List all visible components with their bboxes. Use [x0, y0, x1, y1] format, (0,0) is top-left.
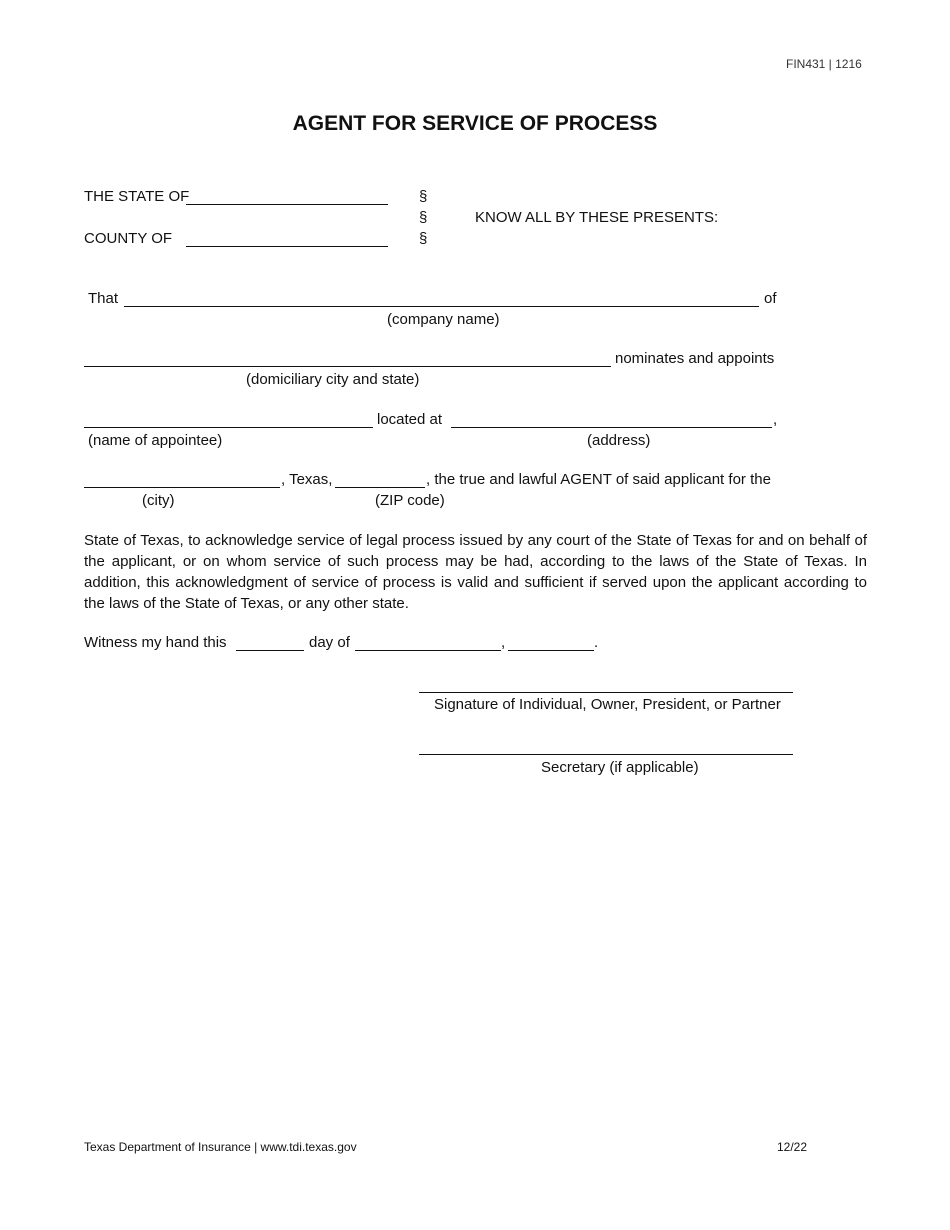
witness-period: .: [594, 634, 599, 651]
section-symbol: §: [419, 188, 428, 205]
footer-revision: 12/22: [777, 1140, 808, 1154]
signer-caption: Signature of Individual, Owner, President, or Partner: [434, 696, 781, 713]
address-caption: (address): [587, 432, 651, 449]
day-of-label: day of: [309, 634, 350, 651]
know-all-heading: KNOW ALL BY THESE PRESENTS:: [475, 209, 719, 226]
witness-day-field[interactable]: [236, 634, 304, 651]
section-symbol: §: [419, 230, 428, 247]
form-code: FIN431 | 1216: [786, 57, 862, 71]
county-label: COUNTY OF: [84, 230, 173, 247]
state-label: THE STATE OF: [84, 188, 190, 205]
of-label: of: [764, 290, 777, 307]
state-field[interactable]: [186, 188, 388, 205]
witness-year-field[interactable]: [508, 634, 594, 651]
city-field[interactable]: [84, 471, 280, 488]
appointee-name-field[interactable]: [84, 411, 373, 428]
appointee-caption: (name of appointee): [88, 432, 223, 449]
secretary-signature-line[interactable]: [419, 738, 793, 755]
secretary-caption: Secretary (if applicable): [541, 759, 699, 776]
that-label: That: [88, 290, 119, 307]
address-field[interactable]: [451, 411, 772, 428]
page-title: AGENT FOR SERVICE OF PROCESS: [292, 112, 658, 135]
company-name-field[interactable]: [124, 290, 759, 307]
domicile-field[interactable]: [84, 350, 611, 367]
domicile-caption: (domiciliary city and state): [246, 371, 420, 388]
located-at-label: located at: [377, 411, 443, 428]
company-name-caption: (company name): [387, 311, 500, 328]
footer-agency: Texas Department of Insurance | www.tdi.texas.gov: [84, 1140, 357, 1154]
county-field[interactable]: [186, 230, 388, 247]
city-caption: (city): [142, 492, 175, 509]
trailing-comma: ,: [773, 411, 778, 428]
nominates-label: nominates and appoints: [615, 350, 775, 367]
texas-label: , Texas,: [281, 471, 333, 488]
witness-label: Witness my hand this: [84, 634, 227, 651]
zip-caption: (ZIP code): [375, 492, 445, 509]
section-symbol: §: [419, 209, 428, 226]
agent-clause: , the true and lawful AGENT of said applicant for the: [426, 471, 771, 488]
zip-field[interactable]: [335, 471, 425, 488]
witness-comma: ,: [501, 634, 506, 651]
witness-month-field[interactable]: [355, 634, 501, 651]
signer-signature-line[interactable]: [419, 676, 793, 693]
body-paragraph: State of Texas, to acknowledge service of legal process issued by any court of the State of Texas for and on behalf of the applicant, or on whom service of such process may be had, according to the laws of the State of Texas. In addition, this acknowledgment of service of process is valid and sufficient if served upon the applicant according to the laws of the State of Texas, or any other state.: [84, 532, 867, 612]
